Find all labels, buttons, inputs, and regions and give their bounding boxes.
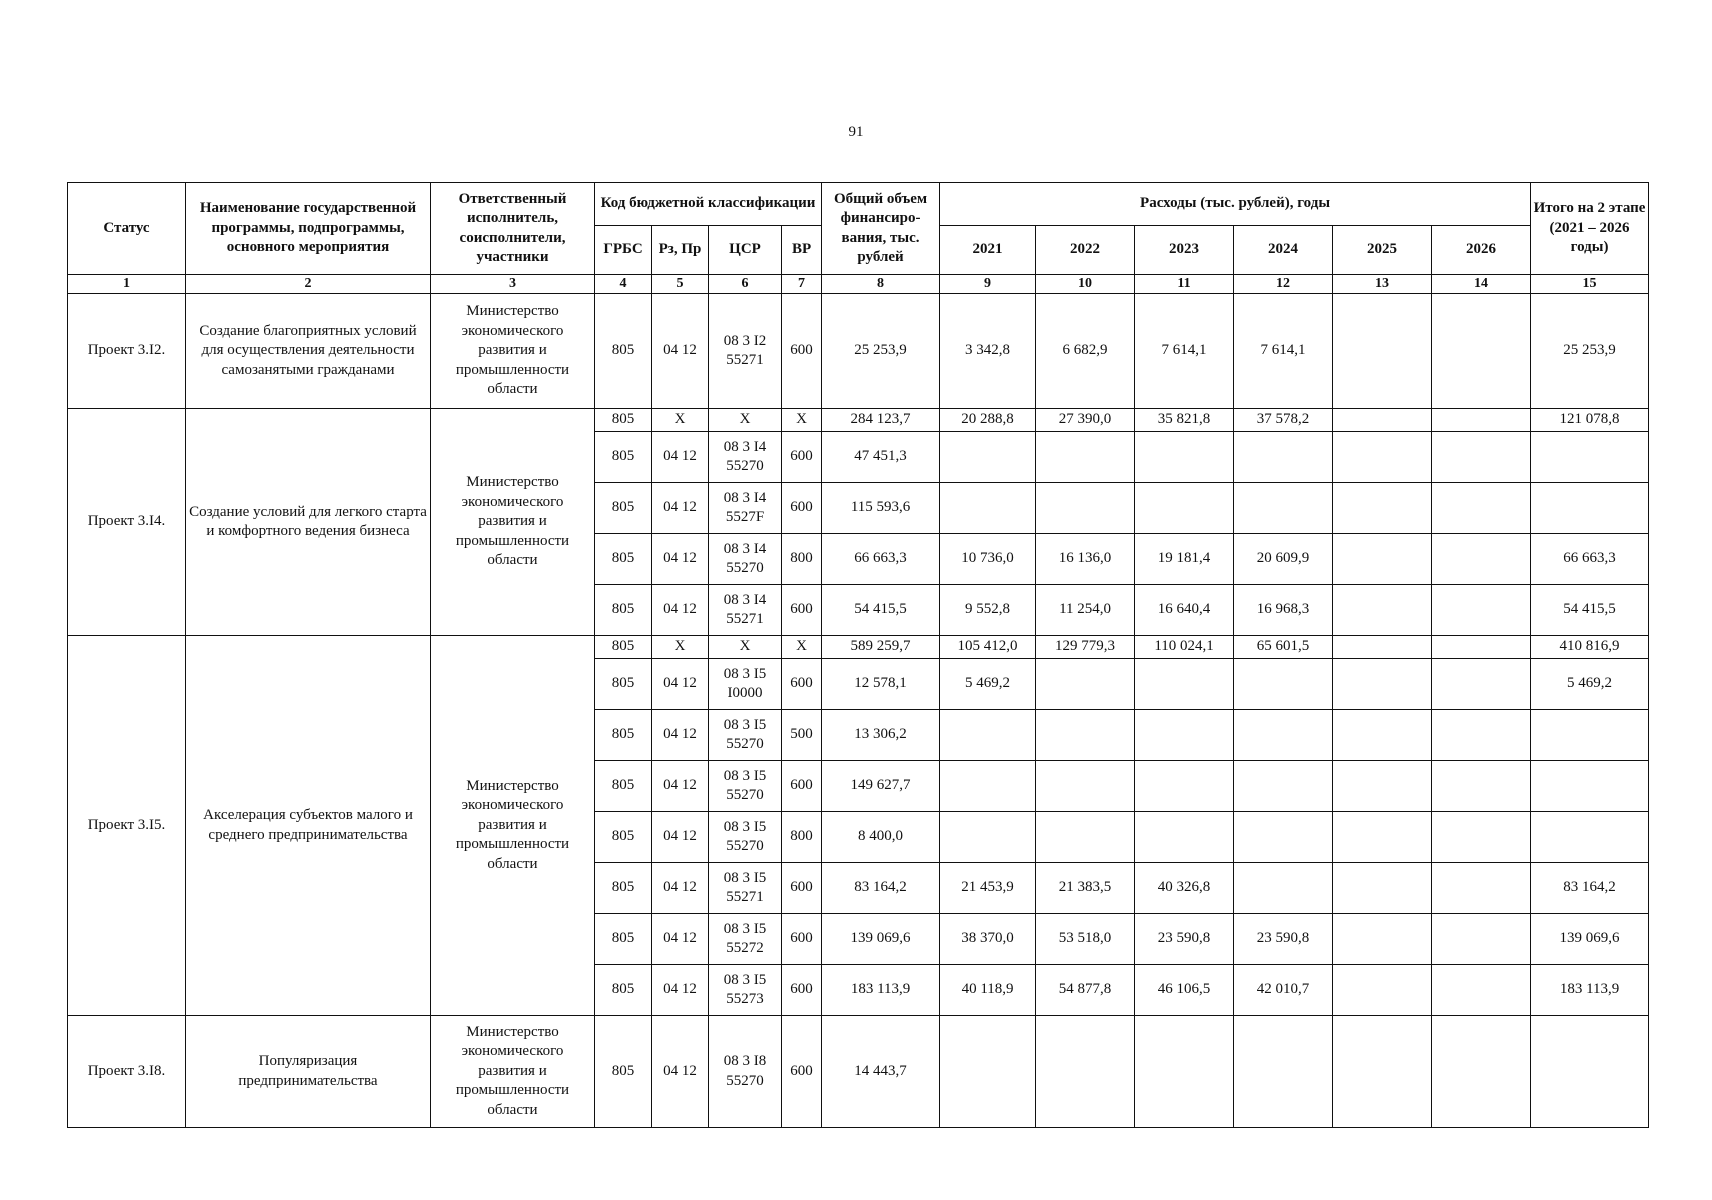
cell-2025 [1333,863,1432,914]
csr-line: 08 3 I5 [723,818,767,835]
cell-rzpr: 04 12 [652,294,709,409]
cell-2025 [1333,409,1432,432]
cell-2026 [1432,585,1531,636]
cell-grbs: 805 [595,965,652,1016]
cell-rzpr: 04 12 [652,761,709,812]
cell-grbs: 805 [595,636,652,659]
column-number: 12 [1234,275,1333,294]
cell-2023 [1135,1016,1234,1128]
cell-grbs: 805 [595,710,652,761]
cell-2022: 21 383,5 [1036,863,1135,914]
cell-csr [709,812,782,863]
cell-csr [709,483,782,534]
cell-2023: 46 106,5 [1135,965,1234,1016]
cell-2022: 129 779,3 [1036,636,1135,659]
cell-2021 [940,710,1036,761]
header-csr: ЦСР [709,226,782,275]
cell-2023 [1135,659,1234,710]
cell-2024: 65 601,5 [1234,636,1333,659]
csr-line: 55271 [726,352,764,368]
cell-2022 [1036,812,1135,863]
csr-line: 08 3 I5 [723,767,767,784]
csr-line: 08 3 I4 [723,438,767,455]
cell-2021 [940,1016,1036,1128]
cell-2021 [940,483,1036,534]
cell-grbs: 805 [595,409,652,432]
header-row [68,183,1649,226]
cell-stage: 66 663,3 [1531,534,1649,585]
project-responsible: Министерство экономического развития и промышленности области [431,294,595,409]
cell-stage: 139 069,6 [1531,914,1649,965]
cell-2026 [1432,534,1531,585]
csr-line: 55272 [726,940,764,956]
cell-2025 [1333,761,1432,812]
column-number: 6 [709,275,782,294]
cell-rzpr: 04 12 [652,1016,709,1128]
cell-2024 [1234,863,1333,914]
cell-2023: 40 326,8 [1135,863,1234,914]
cell-total: 25 253,9 [822,294,940,409]
csr-line: 08 3 I5 [723,716,767,733]
csr-line: 08 3 I4 [723,540,767,557]
cell-rzpr: X [652,636,709,659]
column-number: 13 [1333,275,1432,294]
csr-line: 08 3 I4 [723,591,767,608]
cell-rzpr: 04 12 [652,659,709,710]
cell-csr [709,432,782,483]
cell-total: 83 164,2 [822,863,940,914]
csr-line: 55271 [726,889,764,905]
cell-2022: 54 877,8 [1036,965,1135,1016]
header-year: 2021 [940,226,1036,275]
cell-2021 [940,761,1036,812]
header-year: 2025 [1333,226,1432,275]
budget-table [67,182,1649,1128]
cell-2024: 16 968,3 [1234,585,1333,636]
project-responsible: Министерство экономического развития и промышленности области [431,1016,595,1128]
column-number: 7 [782,275,822,294]
cell-2022 [1036,659,1135,710]
csr-line: 08 3 I5 [723,869,767,886]
cell-rzpr: 04 12 [652,432,709,483]
cell-2026 [1432,432,1531,483]
header-year: 2023 [1135,226,1234,275]
header-year: 2024 [1234,226,1333,275]
column-number: 10 [1036,275,1135,294]
cell-rzpr: 04 12 [652,863,709,914]
csr-line: 55270 [726,736,764,752]
column-number: 11 [1135,275,1234,294]
column-number: 2 [186,275,431,294]
cell-stage: 410 816,9 [1531,636,1649,659]
cell-vr: 500 [782,710,822,761]
header-year: 2022 [1036,226,1135,275]
csr-line: 08 3 I5 [723,920,767,937]
csr-line: 55270 [726,560,764,576]
cell-2025 [1333,659,1432,710]
cell-total: 589 259,7 [822,636,940,659]
cell-vr: 600 [782,965,822,1016]
cell-total: 14 443,7 [822,1016,940,1128]
table-row [68,294,1649,409]
cell-vr: 600 [782,585,822,636]
cell-rzpr: 04 12 [652,710,709,761]
cell-stage [1531,761,1649,812]
column-number: 14 [1432,275,1531,294]
cell-2023 [1135,761,1234,812]
cell-2021: 20 288,8 [940,409,1036,432]
cell-2026 [1432,914,1531,965]
column-number: 8 [822,275,940,294]
cell-2022 [1036,432,1135,483]
header-name: Наименование государственной программы, подпрограммы, основного мероприятия [186,183,431,275]
cell-total: 149 627,7 [822,761,940,812]
cell-rzpr: X [652,409,709,432]
cell-stage [1531,710,1649,761]
cell-total: 115 593,6 [822,483,940,534]
column-number: 15 [1531,275,1649,294]
cell-rzpr: 04 12 [652,914,709,965]
csr-line: 08 3 I8 [723,1053,767,1069]
header-year: 2026 [1432,226,1531,275]
cell-total: 47 451,3 [822,432,940,483]
cell-2022: 6 682,9 [1036,294,1135,409]
header-budget-code: Код бюджетной классификации [595,183,822,226]
header-rzpr: Рз, Пр [652,226,709,275]
cell-2024 [1234,710,1333,761]
cell-2026 [1432,965,1531,1016]
csr-line: 55270 [726,787,764,803]
cell-2024: 42 010,7 [1234,965,1333,1016]
cell-2021: 10 736,0 [940,534,1036,585]
cell-2025 [1333,812,1432,863]
cell-2022: 53 518,0 [1036,914,1135,965]
project-responsible: Министерство экономического развития и промышленности области [431,636,595,1016]
cell-grbs: 805 [595,294,652,409]
cell-vr: X [782,636,822,659]
cell-rzpr: 04 12 [652,965,709,1016]
cell-2026 [1432,710,1531,761]
cell-stage: 121 078,8 [1531,409,1649,432]
cell-stage [1531,432,1649,483]
cell-2021: 3 342,8 [940,294,1036,409]
cell-2026 [1432,409,1531,432]
cell-2024 [1234,761,1333,812]
cell-2021: 38 370,0 [940,914,1036,965]
csr-line: 5527F [725,509,765,525]
cell-2024 [1234,812,1333,863]
cell-2024 [1234,659,1333,710]
cell-total: 8 400,0 [822,812,940,863]
cell-rzpr: 04 12 [652,585,709,636]
csr-line: 08 3 I5 [723,665,767,682]
cell-total: 12 578,1 [822,659,940,710]
cell-vr: 600 [782,483,822,534]
cell-2023 [1135,483,1234,534]
cell-2023: 110 024,1 [1135,636,1234,659]
project-name: Создание условий для легкого старта и комфортного ведения бизнеса [186,409,431,636]
cell-2024 [1234,483,1333,534]
cell-2025 [1333,710,1432,761]
cell-2026 [1432,659,1531,710]
cell-rzpr: 04 12 [652,534,709,585]
cell-2021 [940,812,1036,863]
cell-2022 [1036,761,1135,812]
cell-2022 [1036,483,1135,534]
cell-2023 [1135,812,1234,863]
cell-grbs: 805 [595,914,652,965]
cell-grbs: 805 [595,659,652,710]
header-expenses: Расходы (тыс. рублей), годы [940,183,1531,226]
cell-csr: X [709,409,782,432]
cell-2025 [1333,965,1432,1016]
cell-stage [1531,1016,1649,1128]
page-number: 91 [848,124,864,140]
cell-csr [709,761,782,812]
header-grbs: ГРБС [595,226,652,275]
cell-csr [709,914,782,965]
cell-vr: 600 [782,863,822,914]
cell-vr: 600 [782,1016,822,1128]
cell-stage: 54 415,5 [1531,585,1649,636]
cell-total: 284 123,7 [822,409,940,432]
header-responsible: Ответственный исполнитель, соисполнители, участники [431,183,595,275]
cell-csr [709,534,782,585]
cell-grbs: 805 [595,812,652,863]
header-vr: ВР [782,226,822,275]
cell-2024: 20 609,9 [1234,534,1333,585]
cell-rzpr: 04 12 [652,812,709,863]
cell-2022: 16 136,0 [1036,534,1135,585]
cell-stage: 5 469,2 [1531,659,1649,710]
table-row [68,1016,1649,1128]
cell-2023: 19 181,4 [1135,534,1234,585]
cell-csr [709,863,782,914]
cell-2025 [1333,585,1432,636]
cell-stage: 25 253,9 [1531,294,1649,409]
header-total-volume: Общий объем финансиро-вания, тыс. рублей [822,183,940,275]
cell-2025 [1333,636,1432,659]
column-number: 5 [652,275,709,294]
cell-grbs: 805 [595,863,652,914]
cell-total: 54 415,5 [822,585,940,636]
cell-2026 [1432,483,1531,534]
cell-2022 [1036,1016,1135,1128]
csr-line: I0000 [727,685,763,701]
cell-csr: X [709,636,782,659]
csr-line: 55273 [726,991,764,1007]
cell-grbs: 805 [595,1016,652,1128]
table-row [68,636,1649,659]
cell-csr [709,659,782,710]
project-status: Проект 3.I2. [68,294,186,409]
cell-grbs: 805 [595,585,652,636]
cell-total: 183 113,9 [822,965,940,1016]
cell-2024 [1234,1016,1333,1128]
csr-line: 55270 [726,1072,764,1089]
cell-vr: 600 [782,761,822,812]
column-number: 3 [431,275,595,294]
cell-2021: 9 552,8 [940,585,1036,636]
cell-csr [709,965,782,1016]
cell-2023: 35 821,8 [1135,409,1234,432]
cell-2024 [1234,432,1333,483]
cell-2024: 37 578,2 [1234,409,1333,432]
cell-2026 [1432,636,1531,659]
csr-line: 08 3 I5 [723,971,767,988]
cell-2023 [1135,432,1234,483]
cell-vr: 800 [782,534,822,585]
cell-grbs: 805 [595,761,652,812]
cell-2022: 11 254,0 [1036,585,1135,636]
cell-2025 [1333,294,1432,409]
project-name: Популяризация предпринимательства [186,1016,431,1128]
cell-vr: 800 [782,812,822,863]
cell-2024: 7 614,1 [1234,294,1333,409]
cell-2025 [1333,1016,1432,1128]
cell-csr [709,1016,782,1128]
csr-line: 55271 [726,611,764,627]
csr-line: 08 3 I4 [723,489,767,506]
cell-csr [709,294,782,409]
cell-stage [1531,483,1649,534]
cell-total: 139 069,6 [822,914,940,965]
cell-csr [709,710,782,761]
cell-2025 [1333,534,1432,585]
cell-2021 [940,432,1036,483]
header-status: Статус [68,183,186,275]
cell-2021: 21 453,9 [940,863,1036,914]
cell-2026 [1432,294,1531,409]
project-status: Проект 3.I4. [68,409,186,636]
cell-2023 [1135,710,1234,761]
project-status: Проект 3.I8. [68,1016,186,1128]
column-number: 1 [68,275,186,294]
cell-2026 [1432,863,1531,914]
cell-2022: 27 390,0 [1036,409,1135,432]
cell-2026 [1432,761,1531,812]
cell-csr [709,585,782,636]
cell-2023: 16 640,4 [1135,585,1234,636]
cell-2024: 23 590,8 [1234,914,1333,965]
project-responsible: Министерство экономического развития и промышленности области [431,409,595,636]
cell-stage [1531,812,1649,863]
column-numbers-row [68,275,1649,294]
project-name: Акселерация субъектов малого и среднего предпринимательства [186,636,431,1016]
header-total-stage: Итого на 2 этапе (2021 – 2026 годы) [1531,183,1649,275]
cell-2023: 7 614,1 [1135,294,1234,409]
column-number: 9 [940,275,1036,294]
csr-line: 08 3 I2 [723,332,767,349]
cell-grbs: 805 [595,432,652,483]
cell-2021: 5 469,2 [940,659,1036,710]
cell-stage: 183 113,9 [1531,965,1649,1016]
cell-total: 13 306,2 [822,710,940,761]
cell-vr: 600 [782,914,822,965]
cell-2022 [1036,710,1135,761]
cell-vr: 600 [782,659,822,710]
cell-2021: 105 412,0 [940,636,1036,659]
cell-2026 [1432,1016,1531,1128]
cell-stage: 83 164,2 [1531,863,1649,914]
project-status: Проект 3.I5. [68,636,186,1016]
cell-2023: 23 590,8 [1135,914,1234,965]
cell-2025 [1333,914,1432,965]
csr-line: 55270 [726,458,764,474]
csr-line: 55270 [726,838,764,854]
cell-2025 [1333,432,1432,483]
cell-2021: 40 118,9 [940,965,1036,1016]
table-row [68,409,1649,432]
cell-vr: X [782,409,822,432]
cell-grbs: 805 [595,483,652,534]
cell-vr: 600 [782,432,822,483]
cell-2026 [1432,812,1531,863]
project-name: Создание благоприятных условий для осуществления деятельности самозанятыми гражданами [186,294,431,409]
cell-2025 [1333,483,1432,534]
cell-total: 66 663,3 [822,534,940,585]
cell-vr: 600 [782,294,822,409]
cell-grbs: 805 [595,534,652,585]
column-number: 4 [595,275,652,294]
cell-rzpr: 04 12 [652,483,709,534]
